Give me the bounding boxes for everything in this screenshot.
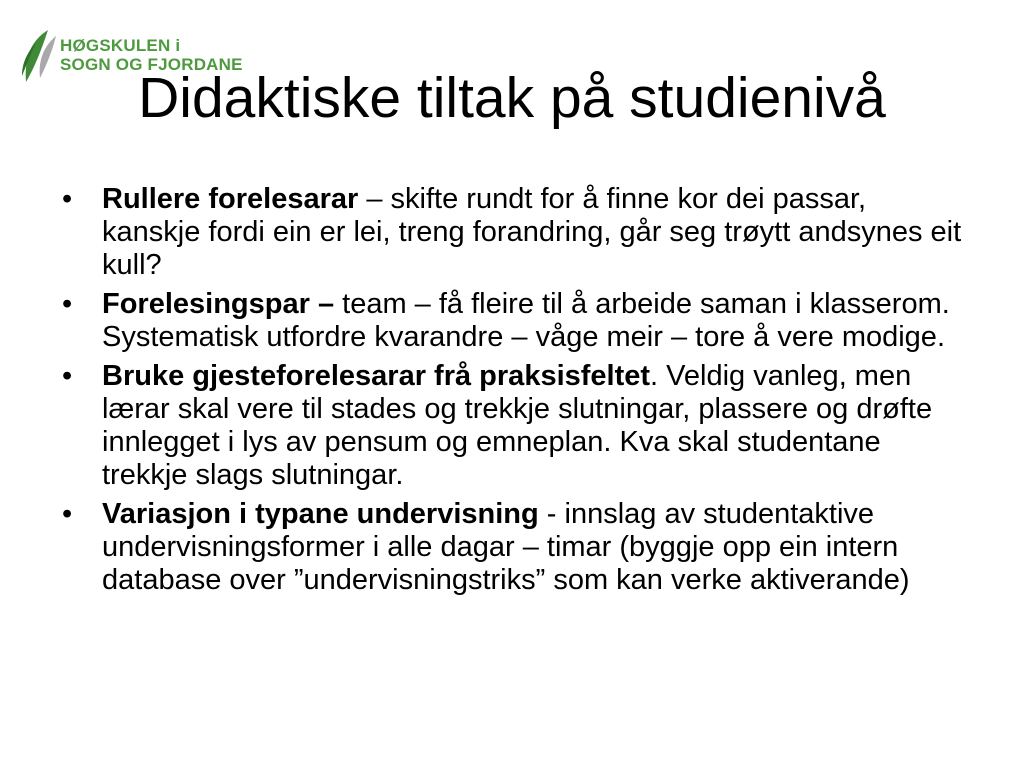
list-item xyxy=(62,288,962,354)
bullet-text: - innslag av studentaktive undervisningsformer i alle dagar – timar (byggje opp ein intern database over ”undervisningstriks” som kan verke aktiverande) xyxy=(102,498,910,596)
bullet-text: team – få fleire til å arbeide saman i klasserom. Systematisk utfordre kvarandre – våge meir – tore å vere modige. xyxy=(102,288,950,353)
list-item xyxy=(62,498,962,597)
bullet-text: – skifte rundt for å finne kor dei passar, kanskje fordi ein er lei, treng forandring, går seg trøytt andsynes eit kull? xyxy=(102,183,962,281)
logo-line-1: HØGSKULEN i xyxy=(60,36,181,55)
logo-line-2: SOGN OG FJORDANE xyxy=(60,55,243,74)
bullet-heading: Rullere forelesarar xyxy=(102,183,359,215)
bullet-icon: • xyxy=(62,498,73,530)
bullet-icon: • xyxy=(62,360,73,392)
slide-title: Didaktiske tiltak på studienivå xyxy=(138,66,886,130)
bullet-icon: • xyxy=(62,288,73,320)
bullet-icon: • xyxy=(62,183,73,215)
bullet-list xyxy=(62,183,962,603)
bullet-heading: Bruke gjesteforelesarar frå praksisfeltet xyxy=(102,360,651,392)
list-item xyxy=(62,360,962,492)
bullet-text: . Veldig vanleg, men lærar skal vere til stades og trekkje slutningar, plassere og drøfte innlegget i lys av pensum og emneplan. Kva skal studentane trekkje slags slutningar. xyxy=(102,360,933,491)
bullet-heading: Variasjon i typane undervisning xyxy=(102,498,539,530)
bullet-heading: Forelesingspar – xyxy=(102,288,335,320)
list-item xyxy=(62,183,962,282)
